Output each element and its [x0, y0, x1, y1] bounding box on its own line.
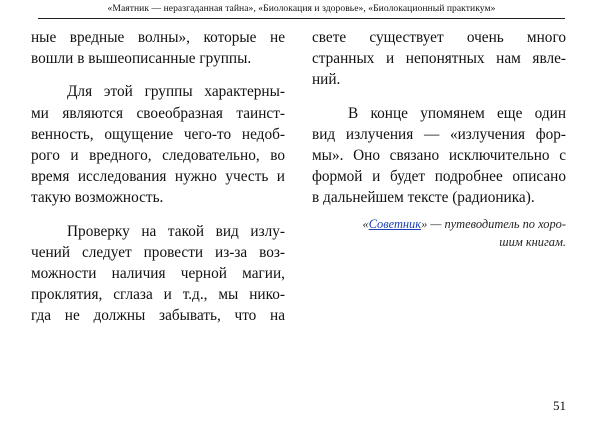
text-line: свете существует очень много: [312, 29, 566, 46]
text-line: вид излучения — «излучения фор-: [312, 125, 566, 143]
text-line: можности наличия черной магии,: [31, 265, 285, 283]
text-line: венность, ощущение чего-то недоб-: [31, 125, 285, 143]
text-line: мы». Оно связано исключительно с: [312, 147, 566, 165]
right-paragraph-1: [312, 27, 566, 91]
sovetnik-line-1: [312, 215, 566, 233]
text-line: ми являются своеобразная таинст-: [31, 104, 285, 122]
left-paragraph-3: [31, 221, 285, 327]
sovetnik-line-2: шим книгам.: [499, 235, 566, 249]
text-line: рого и вредного, следовательно, во: [31, 147, 285, 165]
text-line: чений следует провести из-за воз-: [31, 243, 285, 261]
left-paragraph-1: [31, 27, 285, 69]
text-line: Проверку на такой вид излу-: [67, 222, 285, 240]
text-line: гда не должны забывать, что на: [31, 307, 285, 325]
text-line: проклятия, сглаза и т.д., мы нико-: [31, 286, 285, 304]
open-quote: «: [362, 217, 369, 231]
right-paragraph-2: [312, 103, 566, 209]
sovetnik-link[interactable]: Советник: [368, 217, 422, 231]
sovetnik-note: [312, 215, 566, 251]
text-line: время исследования нужно учесть и: [31, 168, 285, 186]
text-line: ные вредные волны», которые не: [31, 29, 285, 46]
running-header: [38, 0, 565, 19]
text-line: такую возможность.: [31, 189, 164, 207]
left-column: [31, 27, 285, 327]
text-line: В конце упомянем еще один: [348, 104, 566, 122]
text-line: вошли в вышеописанные группы.: [31, 50, 252, 68]
text-line: странных и непонятных нам явле-: [312, 50, 566, 68]
text-line: в дальнейшем тексте (радионика).: [312, 189, 535, 207]
text-line: формой и будет подробнее описано: [312, 168, 566, 186]
text-line: Для этой группы характерны-: [67, 83, 285, 101]
right-column: [312, 27, 566, 209]
page-number: 51: [553, 398, 566, 413]
running-title: «Маятник — неразгаданная тайна», «Биолокация и здоровье», «Биолокационный практикум»: [107, 3, 496, 14]
text-line: ний.: [312, 71, 341, 89]
sovetnik-tagline: » — путеводитель по хоро-: [421, 217, 566, 231]
left-paragraph-2: [31, 81, 285, 208]
